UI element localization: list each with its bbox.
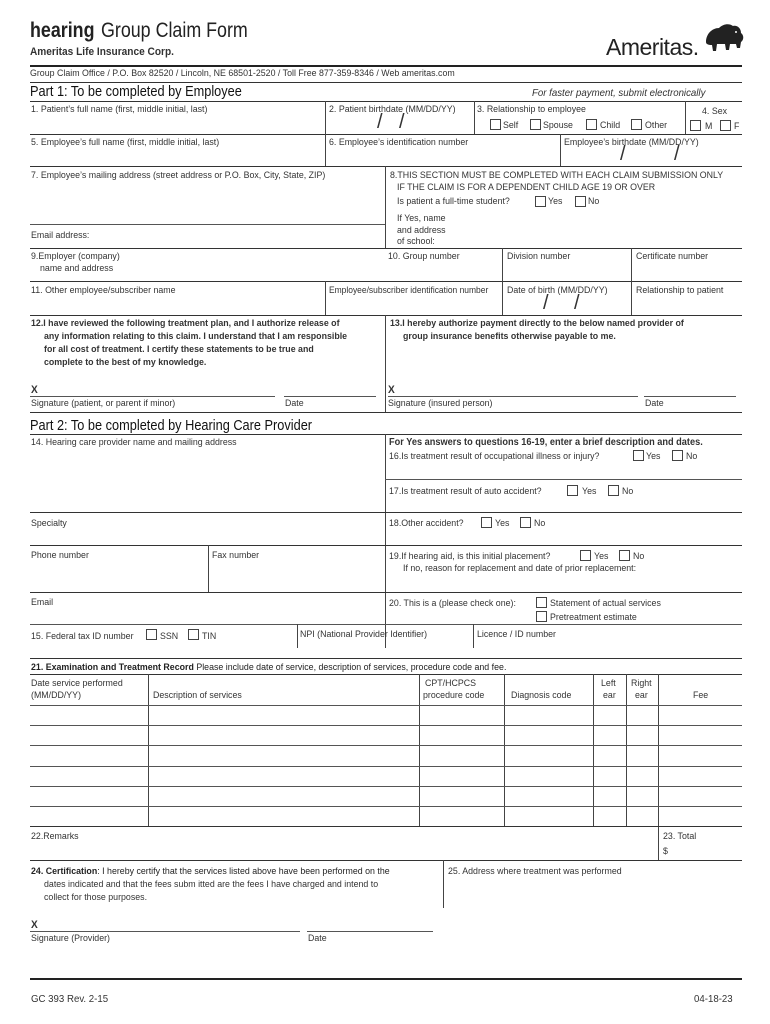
divider — [385, 315, 386, 412]
patient-date-label: Date — [285, 398, 304, 409]
q16-no-label: No — [686, 451, 698, 462]
divider — [502, 281, 503, 315]
subscriber-id-label: Employee/subscriber identification number — [329, 285, 489, 295]
sex-m-checkbox[interactable] — [690, 120, 701, 131]
field-14-label: 14. Hearing care provider name and mailing address — [31, 437, 237, 448]
divider — [385, 434, 386, 648]
col-cpt-label-1: CPT/HCPCS — [425, 678, 477, 689]
self-checkbox[interactable] — [490, 119, 501, 130]
insured-date-label: Date — [645, 398, 664, 409]
field-12-line4: complete to the best of my knowledge. — [44, 357, 207, 368]
date-slash: / — [674, 143, 680, 165]
form-title-bold: hearing — [30, 19, 95, 42]
patient-signature-label: Signature (patient, or parent if minor) — [31, 398, 176, 409]
date-line[interactable] — [284, 396, 376, 397]
col-description-label: Description of services — [153, 690, 242, 701]
field-24-line1 — [31, 866, 390, 877]
row-rule — [30, 166, 742, 167]
col-cpt-label-2: procedure code — [423, 690, 485, 701]
questions-intro: For Yes answers to questions 16-19, enter a brief description and dates. — [389, 437, 703, 448]
revision-date: 04-18-23 — [694, 993, 733, 1005]
date-slash: / — [620, 143, 626, 165]
row-rule — [30, 592, 742, 593]
licence-label: Licence / ID number — [477, 629, 556, 640]
table-col-divider — [658, 674, 659, 860]
spouse-checkbox[interactable] — [530, 119, 541, 130]
field-13-line1: 13.I hereby authorize payment directly to the below named provider of — [390, 318, 684, 329]
q19-no-label: No — [633, 551, 645, 562]
col-left-ear-label-2: ear — [603, 690, 616, 701]
question-20: 20. This is a (please check one): — [389, 598, 516, 609]
field-24-line3: collect for those purposes. — [44, 892, 148, 903]
q19-yes-checkbox[interactable] — [580, 550, 591, 561]
table-row[interactable] — [30, 786, 742, 787]
provider-date-line[interactable] — [307, 931, 433, 932]
field-12-line1: 12.I have reviewed the following treatment plan, and I authorize release of — [31, 318, 340, 329]
date-slash: / — [399, 111, 405, 133]
pretreatment-label: Pretreatment estimate — [550, 612, 637, 623]
divider — [560, 134, 561, 166]
field-1-label: 1. Patient’s full name (first, middle initial, last) — [31, 104, 208, 115]
field-9-label-2: name and address — [40, 263, 114, 274]
other-checkbox[interactable] — [631, 119, 642, 130]
row-rule — [30, 624, 385, 625]
field-10-label: 10. Group number — [388, 251, 460, 262]
q17-no-checkbox[interactable] — [608, 485, 619, 496]
q18-yes-checkbox[interactable] — [481, 517, 492, 528]
field-13-line2: group insurance benefits otherwise payable to me. — [403, 331, 616, 342]
signature-x-mark: X — [31, 919, 38, 931]
child-label: Child — [600, 120, 621, 131]
tin-label: TIN — [202, 631, 217, 642]
row-rule — [30, 315, 742, 316]
question-16: 16.Is treatment result of occupational illness or injury? — [389, 451, 600, 462]
q16-no-checkbox[interactable] — [672, 450, 683, 461]
q17-yes-label: Yes — [582, 486, 597, 497]
field-2-label: 2. Patient birthdate (MM/DD/YY) — [329, 104, 456, 115]
faster-payment-note: For faster payment, submit electronically — [532, 87, 706, 99]
sex-f-checkbox[interactable] — [720, 120, 731, 131]
relationship-patient-label: Relationship to patient — [636, 285, 724, 296]
col-date-label-1: Date service performed — [31, 678, 123, 689]
divider — [297, 624, 298, 648]
field-21-instructions: Please include date of service, description of services, procedure code and fee. — [196, 662, 507, 673]
field-6-label: 6. Employee’s identification number — [329, 137, 469, 148]
school-label-3: of school: — [397, 236, 435, 247]
tin-checkbox[interactable] — [188, 629, 199, 640]
company-name: Ameritas Life Insurance Corp. — [30, 46, 174, 58]
child-checkbox[interactable] — [586, 119, 597, 130]
field-25-label: 25. Address where treatment was performed — [448, 866, 622, 877]
field-15-label: 15. Federal tax ID number — [31, 631, 134, 642]
divider — [631, 281, 632, 315]
sex-f-label: F — [734, 121, 740, 132]
specialty-label: Specialty — [31, 518, 67, 529]
certification-title: 24. Certification — [31, 866, 98, 877]
divider — [443, 860, 444, 908]
field-9-label: 9.Employer (company) — [31, 251, 120, 262]
phone-label: Phone number — [31, 550, 89, 561]
date-slash: / — [574, 292, 580, 314]
divider — [502, 248, 503, 281]
form-title — [30, 19, 273, 43]
date-slash: / — [377, 111, 383, 133]
table-row[interactable] — [30, 725, 742, 726]
certification-text: : I hereby certify that the services listed above have been performed on the — [97, 866, 390, 877]
ameritas-logo — [606, 22, 746, 62]
row-rule — [385, 479, 742, 480]
part2-title: Part 2: To be completed by Hearing Care Provider — [30, 418, 313, 434]
divider — [208, 545, 209, 592]
row-rule — [30, 658, 742, 659]
table-col-divider — [593, 674, 594, 826]
q19-yes-label: Yes — [594, 551, 609, 562]
office-line: Group Claim Office / P.O. Box 82520 / Lincoln, NE 68501-2520 / Toll Free 877-359-8346 / Web ameritas.com — [30, 68, 455, 79]
ssn-label: SSN — [160, 631, 179, 642]
q19-no-checkbox[interactable] — [619, 550, 630, 561]
question-18: 18.Other accident? — [389, 518, 464, 529]
table-row[interactable] — [30, 826, 742, 827]
signature-line[interactable] — [30, 396, 275, 397]
col-left-ear-label-1: Left — [601, 678, 616, 689]
insured-signature-label: Signature (insured person) — [388, 398, 493, 409]
table-col-divider — [504, 674, 505, 826]
student-no-checkbox[interactable] — [575, 196, 586, 207]
q17-yes-checkbox[interactable] — [567, 485, 578, 496]
footer-rule — [30, 978, 742, 980]
col-right-ear-label-1: Right — [631, 678, 652, 689]
q16-yes-label: Yes — [646, 451, 661, 462]
other-label: Other — [645, 120, 668, 131]
col-right-ear-label-2: ear — [635, 690, 648, 701]
student-no-label: No — [588, 196, 600, 207]
table-col-divider — [419, 674, 420, 826]
bison-icon — [703, 22, 745, 58]
date-slash: / — [543, 292, 549, 314]
field-24-line2: dates indicated and that the fees subm itted are the fees I have charged and intend to — [44, 879, 379, 890]
divider — [325, 281, 326, 315]
row-rule — [30, 860, 742, 861]
field-12-line2: any information relating to this claim. I understand that I am responsible — [44, 331, 348, 342]
q17-no-label: No — [622, 486, 634, 497]
address-rule — [30, 224, 385, 225]
certificate-label: Certificate number — [636, 251, 709, 262]
student-yes-label: Yes — [548, 196, 563, 207]
divider — [325, 101, 326, 134]
row-rule — [30, 674, 742, 675]
signature-line[interactable] — [388, 396, 638, 397]
row-rule — [385, 624, 742, 625]
row-rule — [30, 281, 742, 282]
field-8-line1: 8.THIS SECTION MUST BE COMPLETED WITH EACH CLAIM SUBMISSION ONLY — [390, 170, 724, 181]
row-rule — [30, 134, 742, 135]
date-line[interactable] — [644, 396, 736, 397]
sex-m-label: M — [705, 121, 713, 132]
provider-signature-line[interactable] — [30, 931, 300, 932]
header-rule — [30, 65, 742, 67]
fax-label: Fax number — [212, 550, 260, 561]
field-21-heading — [31, 662, 506, 673]
email-address-label: Email address: — [31, 230, 90, 241]
divider — [685, 101, 686, 134]
student-question: Is patient a full-time student? — [397, 196, 510, 207]
table-row[interactable] — [30, 745, 742, 746]
divider — [631, 248, 632, 281]
division-label: Division number — [507, 251, 571, 262]
field-12-line3: for all cost of treatment. I certify these statements to be true and — [44, 344, 314, 355]
ssn-checkbox[interactable] — [146, 629, 157, 640]
student-yes-checkbox[interactable] — [535, 196, 546, 207]
signature-x-mark: X — [388, 384, 395, 396]
npi-label: NPI (National Provider Identifier) — [300, 629, 428, 640]
office-rule — [30, 82, 742, 83]
q18-yes-label: Yes — [495, 518, 510, 529]
divider — [474, 101, 475, 134]
col-date-label-2: (MM/DD/YY) — [31, 690, 82, 701]
row-rule — [30, 512, 742, 513]
part1-title: Part 1: To be completed by Employee — [30, 84, 242, 100]
dob-label: Date of birth (MM/DD/YY) — [507, 285, 608, 296]
provider-email-label: Email — [31, 597, 54, 608]
remarks-label: 22.Remarks — [31, 831, 79, 842]
divider — [325, 134, 326, 166]
col-diagnosis-label: Diagnosis code — [511, 690, 572, 701]
q16-yes-checkbox[interactable] — [633, 450, 644, 461]
divider — [385, 166, 386, 248]
total-dollar-sign: $ — [663, 846, 668, 857]
field-4-label: 4. Sex — [702, 106, 728, 117]
provider-date-label: Date — [308, 933, 327, 944]
actual-services-label: Statement of actual services — [550, 598, 661, 609]
field-8-line2: IF THE CLAIM IS FOR A DEPENDENT CHILD AGE 19 OR OVER — [397, 182, 656, 193]
provider-signature-label: Signature (Provider) — [31, 933, 110, 944]
row-rule — [30, 412, 742, 413]
field-7-label: 7. Employee’s mailing address (street address or P.O. Box, City, State, ZIP) — [31, 170, 326, 181]
actual-services-checkbox[interactable] — [536, 597, 547, 608]
logo-text: Ameritas. — [606, 34, 699, 60]
spouse-label: Spouse — [543, 120, 573, 131]
table-col-divider — [148, 674, 149, 826]
q18-no-checkbox[interactable] — [520, 517, 531, 528]
row-rule — [30, 545, 742, 546]
table-row[interactable] — [30, 806, 742, 807]
part1-rule — [30, 101, 742, 102]
table-row[interactable] — [30, 705, 742, 706]
school-label-1: If Yes, name — [397, 213, 446, 224]
q18-no-label: No — [534, 518, 546, 529]
form-number: GC 393 Rev. 2-15 — [31, 993, 109, 1005]
col-fee-label: Fee — [693, 690, 709, 701]
field-3-label: 3. Relationship to employee — [477, 104, 586, 115]
employee-birthdate-label: Employee’s birthdate (MM/DD/YY) — [564, 137, 699, 148]
table-col-divider — [626, 674, 627, 826]
part2-rule — [30, 434, 742, 435]
form-title-rest: Group Claim Form — [100, 19, 248, 42]
row-rule — [30, 248, 742, 249]
self-label: Self — [503, 120, 519, 131]
school-label-2: and address — [397, 225, 446, 236]
total-label: 23. Total — [663, 831, 697, 842]
field-5-label: 5. Employee’s full name (first, middle initial, last) — [31, 137, 220, 148]
signature-x-mark: X — [31, 384, 38, 396]
pretreatment-checkbox[interactable] — [536, 611, 547, 622]
divider — [473, 624, 474, 648]
field-21-title: 21. Examination and Treatment Record — [31, 662, 194, 673]
question-19-detail: If no, reason for replacement and date of prior replacement: — [403, 563, 637, 574]
field-11-label: 11. Other employee/subscriber name — [31, 285, 176, 296]
question-17: 17.Is treatment result of auto accident? — [389, 486, 542, 497]
question-19: 19.If hearing aid, is this initial placement? — [389, 551, 551, 562]
table-row[interactable] — [30, 766, 742, 767]
